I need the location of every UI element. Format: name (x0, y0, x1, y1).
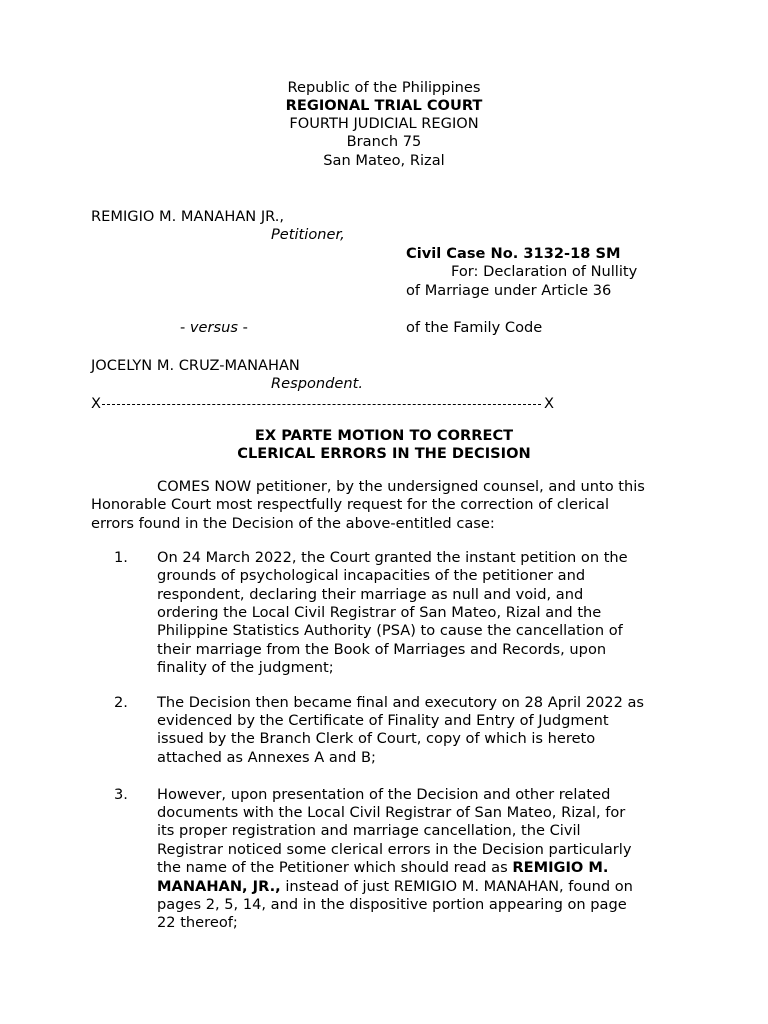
heading-branch: Branch 75 (346, 133, 422, 150)
motion-title-line1: EX PARTE MOTION TO CORRECT (254, 427, 514, 444)
separator-x-left: X (91, 395, 101, 412)
case-nature-line1: For: Declaration of Nullity (451, 263, 638, 280)
paragraph-1-line5: Philippine Statistics Authority (PSA) to cause the cancellation of (157, 622, 623, 639)
paragraph-1-line4: ordering the Local Civil Registrar of San Mateo, Rizal and the (157, 604, 602, 621)
versus-label: - versus - (180, 319, 248, 336)
paragraph-3-line2: documents with the Local Civil Registrar of San Mateo, Rizal, for (157, 804, 626, 821)
paragraph-1-line1: On 24 March 2022, the Court granted the instant petition on the (157, 549, 628, 566)
petitioner-name: REMIGIO M. MANAHAN JR., (91, 208, 285, 225)
paragraph-3-line1: However, upon presentation of the Decision and other related (157, 786, 611, 803)
paragraph-2-line1: The Decision then became final and executory on 28 April 2022 as (157, 694, 645, 711)
paragraph-3-line7: pages 2, 5, 14, and in the dispositive portion appearing on page (157, 896, 627, 913)
motion-title-line2: CLERICAL ERRORS IN THE DECISION (237, 445, 531, 462)
case-nature-line2: of Marriage under Article 36 (406, 282, 612, 299)
respondent-name: JOCELYN M. CRUZ-MANAHAN (91, 357, 300, 374)
paragraph-3-line6 (157, 878, 676, 896)
case-number: Civil Case No. 3132-18 SM (406, 245, 621, 262)
paragraph-1-line3: respondent, declaring their marriage as null and void, and (157, 586, 584, 603)
intro-line1: COMES NOW petitioner, by the undersigned counsel, and unto this (157, 478, 645, 495)
versus-word: versus (189, 319, 238, 336)
paragraph-3-number: 3. (114, 786, 128, 803)
paragraph-1-number: 1. (114, 549, 128, 566)
petitioner-role: Petitioner, (271, 226, 345, 243)
paragraph-2-number: 2. (114, 694, 128, 711)
petitioner-correct-name-part2: MANAHAN, JR., (157, 878, 281, 895)
paragraph-1-line6: their marriage from the Book of Marriages and Records, upon (157, 641, 607, 658)
separator-dashes (102, 404, 541, 405)
paragraph-2-line4: attached as Annexes A and B; (157, 749, 376, 766)
respondent-role: Respondent. (271, 375, 364, 392)
heading-location: San Mateo, Rizal (323, 152, 445, 169)
paragraph-3-line5 (157, 859, 676, 877)
heading-court: REGIONAL TRIAL COURT (285, 97, 483, 114)
paragraph-3-line8: 22 thereof; (157, 914, 238, 931)
paragraph-3-line6-text: instead of just REMIGIO M. MANAHAN, found on (280, 878, 633, 895)
paragraph-3-line3: its proper registration and marriage cancellation, the Civil (157, 822, 581, 839)
heading-republic: Republic of the Philippines (287, 79, 481, 96)
paragraph-1-line7: finality of the judgment; (157, 659, 334, 676)
paragraph-3-line4: Registrar noticed some clerical errors in the Decision particularly (157, 841, 632, 858)
heading-region: FOURTH JUDICIAL REGION (289, 115, 479, 132)
paragraph-2-line3: issued by the Branch Clerk of Court, copy of which is hereto (157, 730, 596, 747)
paragraph-3-line5-text: the name of the Petitioner which should read as (157, 859, 513, 876)
separator-x-right: X (544, 395, 554, 412)
paragraph-2-line2: evidenced by the Certificate of Finality and Entry of Judgment (157, 712, 609, 729)
petitioner-correct-name-part1: REMIGIO M. (512, 859, 609, 876)
paragraph-1-line2: grounds of psychological incapacities of the petitioner and (157, 567, 586, 584)
case-nature-line3: of the Family Code (406, 319, 543, 336)
intro-line3: errors found in the Decision of the above-entitled case: (91, 515, 495, 532)
intro-line2: Honorable Court most respectfully request for the correction of clerical (91, 496, 610, 513)
